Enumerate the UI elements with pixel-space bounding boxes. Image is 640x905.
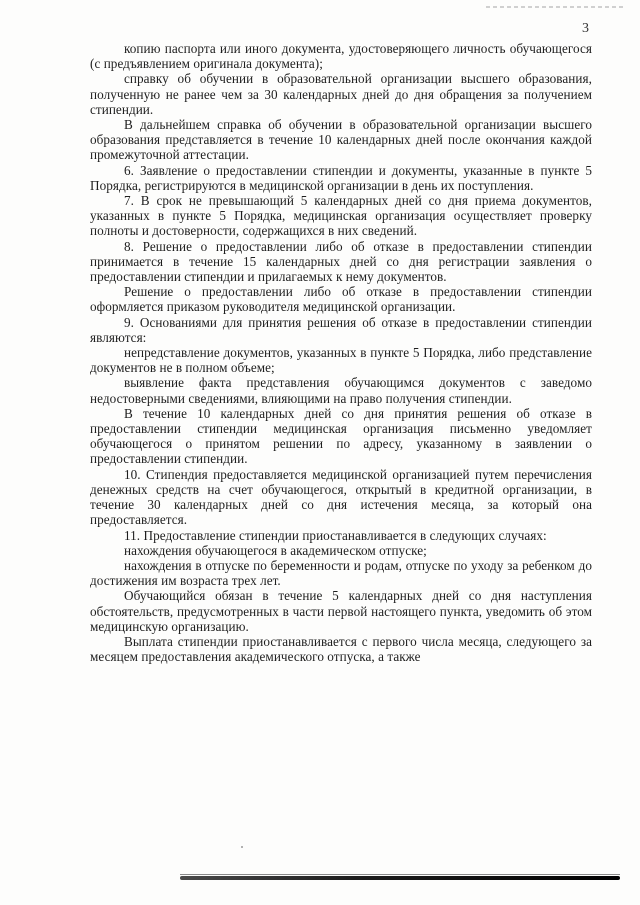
paragraph: Решение о предоставлении либо об отказе в предоставлении стипендии оформляется приказом руководителя медицинской организации. <box>90 284 592 315</box>
paragraph: 11. Предоставление стипендии приостанавливается в следующих случаях: <box>124 527 547 543</box>
paragraph: Обучающийся обязан в течение 5 календарных дней со дня наступления обстоятельств, предусмотренных в части первой настоящего пункта, уведомить об этом медицинскую организацию. <box>90 588 592 634</box>
paragraph: В течение 10 календарных дней со дня принятия решения об отказе в предоставлении стипендии медицинская организация письменно уведомляет обучающегося о принятом решении по адресу, указанному в заявлении о предоставлении стипендии. <box>90 405 592 467</box>
paragraph: 10. Стипендия предоставляется медицинской организацией путем перечисления денежных средств на счет обучающегося, открытый в кредитной организации, в течение 30 календарных дней со дня истечения месяца, за который она предоставляется. <box>90 466 592 528</box>
paragraph: В дальнейшем справка об обучении в образовательной организации высшего образования представляется в течение 10 календарных дней после окончания каждой промежуточной аттестации. <box>90 117 592 163</box>
scan-artifact <box>486 6 626 8</box>
paragraph: непредставление документов, указанных в пункте 5 Порядка, либо представление документов не в полном объеме; <box>90 345 592 376</box>
paragraph: нахождения обучающегося в академическом отпуске; <box>124 542 427 558</box>
paragraph: нахождения в отпуске по беременности и родам, отпуске по уходу за ребенком до достижения им возраста трех лет. <box>90 557 592 589</box>
paragraph: 8. Решение о предоставлении либо об отказе в предоставлении стипендии принимается в течение 15 календарных дней со дня регистрации заявления о предоставлении стипендии и прилагаемых к нему документов. <box>90 238 592 285</box>
bottom-rule <box>180 876 620 880</box>
paragraph: 6. Заявление о предоставлении стипендии и документы, указанные в пункте 5 Порядка, регистрируются в медицинской организации в день их поступления. <box>90 162 592 193</box>
scan-artifact <box>241 846 243 848</box>
paragraph: выявление факта представления обучающимся документов с заведомо недостоверными сведениями, влияющими на право получения стипендии. <box>90 375 592 406</box>
page-number: 3 <box>582 21 589 36</box>
paragraph: Выплата стипендии приостанавливается с первого числа месяца, следующего за месяцем предоставления академического отпуска, а также <box>90 633 592 665</box>
paragraph: 9. Основаниями для принятия решения об отказе в предоставлении стипендии являются: <box>90 314 592 345</box>
paragraph: справку об обучении в образовательной организации высшего образования, полученную не ранее чем за 30 календарных дней до дня обращения за получением стипендии. <box>90 71 592 117</box>
bottom-rule <box>180 874 620 875</box>
paragraph: 7. В срок не превышающий 5 календарных дней со дня приема документов, указанных в пункте 5 Порядка, медицинская организация осуществляет проверку полноты и достоверности, содержащихся в них сведений. <box>90 193 592 239</box>
document-body <box>90 41 592 664</box>
paragraph: копию паспорта или иного документа, удостоверяющего личность обучающегося (с предъявлением оригинала документа); <box>90 41 592 72</box>
